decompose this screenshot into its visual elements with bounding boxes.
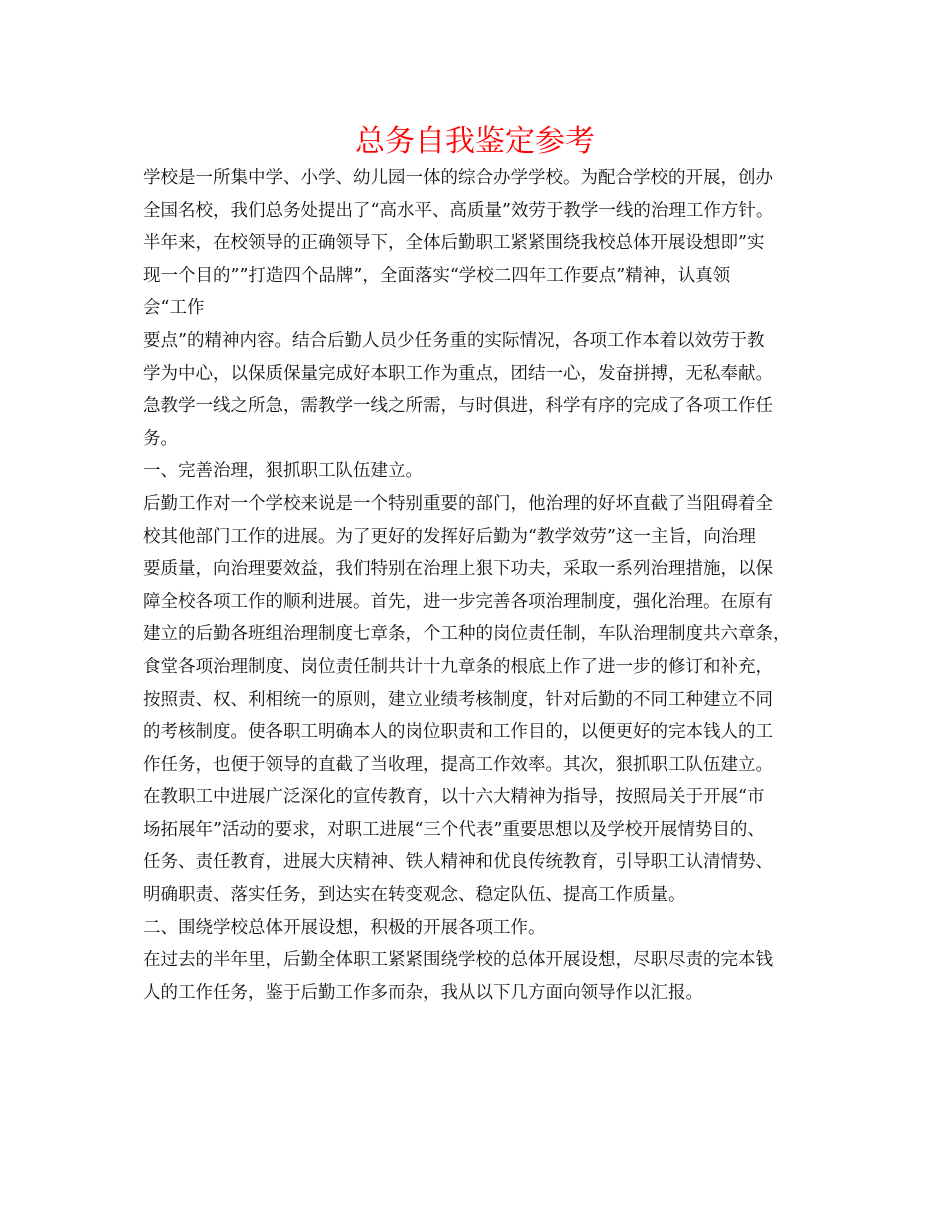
text-line-9: 务。 [143,428,178,449]
text-line-14: 障全校各项工作的顺利进展。首先，进一步完善各项治理制度，强化治理。在原有 [143,591,773,612]
text-line-2: 全国名校，我们总务处提出了“高水平、高质量”效劳于教学一线的治理工作方针。 [143,200,774,221]
section-heading-2: 二、围绕学校总体开展设想，积极的开展各项工作。 [143,917,546,938]
text-line-12: 校其他部门工作的进展。为了更好的发挥好后勤为“教学效劳”这一主旨，向治理 [143,526,756,547]
text-line-15: 建立的后勤各班组治理制度七章条，个工种的岗位责任制，车队治理制度共六章条， [143,624,791,645]
text-line-11: 后勤工作对一个学校来说是一个特别重要的部门，他治理的好坏直截了当阻碍着全 [143,493,773,514]
text-line-13: 要质量，向治理要效益，我们特别在治理上狠下功夫，采取一系列治理措施，以保 [143,559,773,580]
text-line-21: 场拓展年”活动的要求，对职工进展“三个代表”重要思想以及学校开展情势目的、 [143,819,765,840]
text-line-5: 会“工作 [143,298,205,319]
text-line-7: 学为中心，以保质保量完成好本职工作为重点，团结一心，发奋拼搏，无私奉献。 [143,363,773,384]
text-line-25: 在过去的半年里，后勤全体职工紧紧围绕学校的总体开展设想，尽职尽责的完本钱 [143,950,773,971]
text-line-26: 人的工作任务，鉴于后勤工作多而杂，我从以下几方面向领导作以汇报。 [143,982,703,1003]
document-body [143,162,833,1009]
text-line-20: 在教职工中进展广泛深化的宣传教育，以十六大精神为指导，按照局关于开展“市 [143,787,765,808]
text-line-8: 急教学一线之所急，需教学一线之所需，与时俱进，科学有序的完成了各项工作任 [143,396,773,417]
text-line-16: 食堂各项治理制度、岗位责任制共计十九章条的根底上作了进一步的修订和补充， [143,656,773,677]
text-line-18: 的考核制度。使各职工明确本人的岗位职责和工作目的，以便更好的完本钱人的工 [143,722,773,743]
text-line-17: 按照责、权、利相统一的原则，建立业绩考核制度，针对后勤的不同工种建立不同 [143,689,773,710]
section-heading-1: 一、完善治理，狠抓职工队伍建立。 [143,461,423,482]
document-title: 总务自我鉴定参考 [355,124,595,159]
text-line-1: 学校是一所集中学、小学、幼儿园一体的综合办学学校。为配合学校的开展，创办 [143,168,773,188]
text-line-19: 作任务，也便于领导的直截了当收理，提高工作效率。其次，狠抓职工队伍建立。 [143,754,773,775]
text-line-23: 明确职责、落实任务，到达实在转变观念、稳定队伍、提高工作质量。 [143,885,686,906]
text-line-22: 任务、责任教育，进展大庆精神、铁人精神和优良传统教育，引导职工认清情势、 [143,852,773,873]
text-line-4: 现一个目的””打造四个品牌”，全面落实“学校二四年工作要点”精神，认真领 [143,265,731,286]
text-line-3: 半年来，在校领导的正确领导下，全体后勤职工紧紧围绕我校总体开展设想即”实 [143,233,765,254]
text-line-6: 要点”的精神内容。结合后勤人员少任务重的实际情况，各项工作本着以效劳于教 [143,330,765,351]
